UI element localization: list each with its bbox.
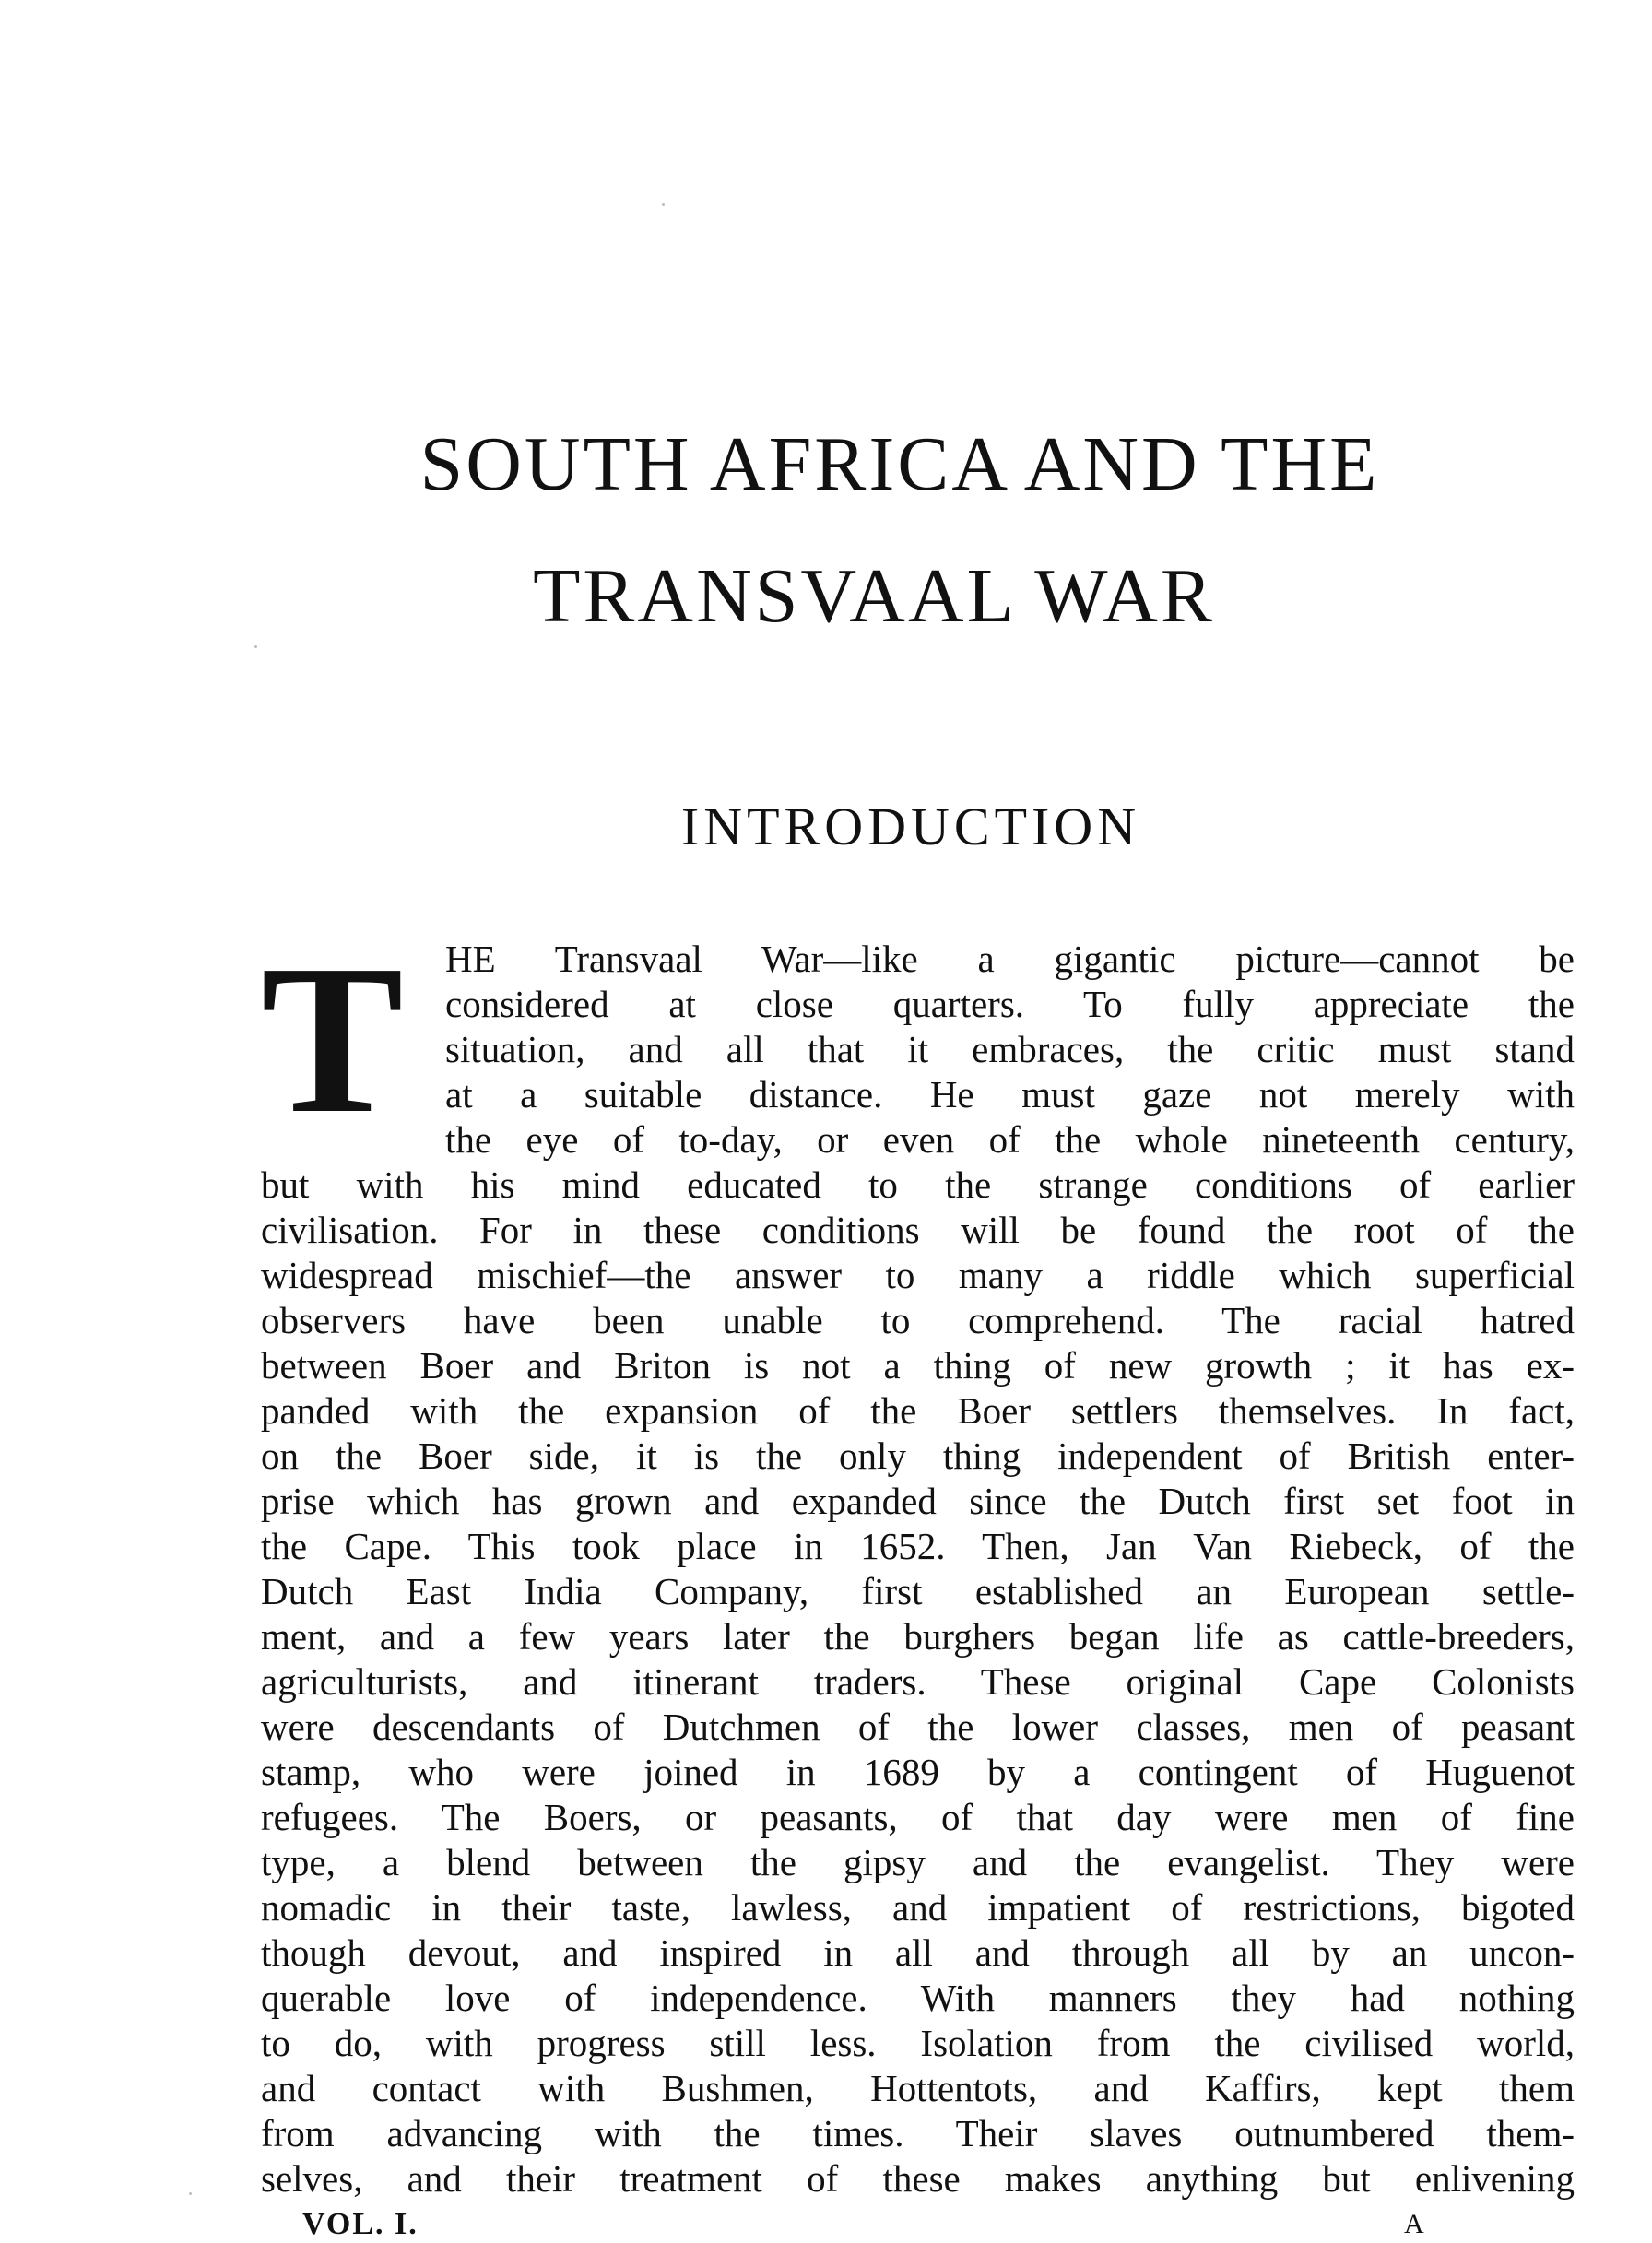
text-line: selves, and their treatment of these makes anything but enlivening: [261, 2157, 1575, 2200]
text-line: though devout, and inspired in all and through all by an uncon-: [261, 1931, 1575, 1974]
section-heading: INTRODUCTION: [680, 797, 1141, 856]
book-title-line-1: SOUTH AFRICA AND THE: [419, 421, 1380, 507]
text-line: refugees. The Boers, or peasants, of that day were men of fine: [261, 1796, 1575, 1838]
text-line: panded with the expansion of the Boer settlers themselves. In fact,: [261, 1389, 1575, 1432]
signature-mark: A: [1404, 2209, 1425, 2239]
text-line: situation, and all that it embraces, the critic must stand: [445, 1028, 1575, 1070]
drop-cap: T: [261, 921, 404, 1158]
volume-footer: VOL. I.: [302, 2207, 419, 2241]
paper-speck: [662, 203, 665, 206]
text-line: on the Boer side, it is the only thing independent of British enter-: [261, 1434, 1575, 1477]
paper-speck: [189, 2192, 192, 2195]
paper-speck: [254, 645, 257, 648]
text-line: but with his mind educated to the strange conditions of earlier: [261, 1163, 1575, 1206]
text-line: between Boer and Briton is not a thing of new growth ; it has ex-: [261, 1344, 1575, 1387]
text-line: to do, with progress still less. Isolation from the civilised world,: [261, 2022, 1575, 2064]
text-line: observers have been unable to comprehend. The racial hatred: [261, 1299, 1575, 1341]
text-line: were descendants of Dutchmen of the lower classes, men of peasant: [261, 1706, 1575, 1748]
text-line: prise which has grown and expanded since the Dutch first set foot in: [261, 1480, 1575, 1522]
text-line: widespread mischief—the answer to many a riddle which superficial: [261, 1254, 1575, 1296]
book-title-line-2: TRANSVAAL WAR: [533, 553, 1215, 639]
text-line: considered at close quarters. To fully appreciate the: [445, 983, 1575, 1025]
text-line: HE Transvaal War—like a gigantic picture—cannot be: [445, 938, 1575, 980]
text-line: type, a blend between the gipsy and the evangelist. They were: [261, 1841, 1575, 1883]
text-line: the eye of to-day, or even of the whole nineteenth century,: [445, 1118, 1575, 1161]
text-line: querable love of independence. With manners they had nothing: [261, 1977, 1575, 2019]
text-line: from advancing with the times. Their slaves outnumbered them-: [261, 2112, 1575, 2154]
text-line: agriculturists, and itinerant traders. These original Cape Colonists: [261, 1660, 1575, 1703]
text-line: Dutch East India Company, first established an European settle-: [261, 1570, 1575, 1612]
text-line: and contact with Bushmen, Hottentots, and Kaffirs, kept them: [261, 2067, 1575, 2109]
text-line: the Cape. This took place in 1652. Then, Jan Van Riebeck, of the: [261, 1525, 1575, 1567]
text-line: civilisation. For in these conditions will be found the root of the: [261, 1209, 1575, 1251]
text-line: stamp, who were joined in 1689 by a contingent of Huguenot: [261, 1751, 1575, 1793]
text-line: ment, and a few years later the burghers began life as cattle-breeders,: [261, 1615, 1575, 1658]
text-line: nomadic in their taste, lawless, and impatient of restrictions, bigoted: [261, 1886, 1575, 1929]
text-line: at a suitable distance. He must gaze not merely with: [445, 1073, 1575, 1116]
